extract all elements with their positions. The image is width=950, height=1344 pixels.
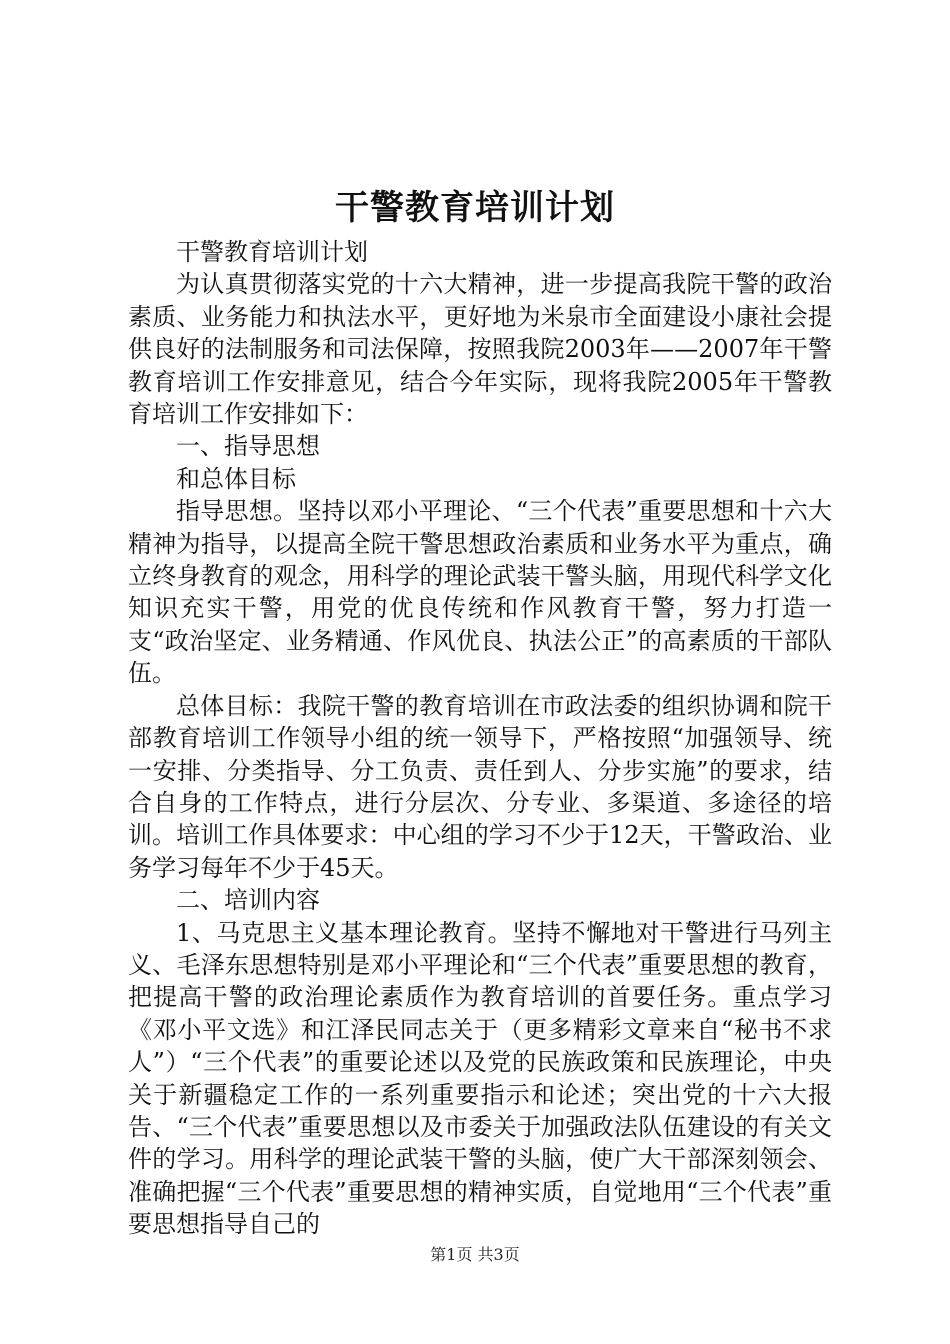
paragraph-subtitle: 干警教育培训计划 [176, 238, 368, 266]
section-heading-training-content: 二、培训内容 [176, 886, 320, 915]
document-title: 干警教育培训计划 [335, 188, 615, 228]
page-footer: 第1页 共3页 [430, 1245, 520, 1264]
paragraph-intro: 为认真贯彻落实党的十六大精神，进一步提高我院干警的政治素质、业务能力和执法水平，更好地为米泉市全面建设小康社会提供良好的法制服务和司法保障，按照我院2003年——2007年干警教育培训工作安排意见，结合今年实际，现将我院2005年干警教育培训工作安排如下： [128, 270, 832, 429]
paragraph-guiding-ideology: 指导思想。坚持以邓小平理论、“三个代表”重要思想和十六大精神为指导，以提高全院干警思想政治素质和业务水平为重点，确立终身教育的观念，用科学的理论武装干警头脑，用现代科学文化知识充实干警，用党的优良传统和作风教育干警，努力打造一支“政治坚定、业务精通、作风优良、执法公正”的高素质的干部队伍。 [128, 497, 832, 688]
section-heading-guiding-ideology: 一、指导思想 [176, 432, 320, 461]
paragraph-overall-goal: 总体目标：我院干警的教育培训在市政法委的组织协调和院干部教育培训工作领导小组的统一领导下，严格按照“加强领导、统一安排、分类指导、分工负责、责任到人、分步实施”的要求，结合自身的工作特点，进行分层次、分专业、多渠道、多途径的培训。培训工作具体要求：中心组的学习不少于12天，干警政治、业务学习每年不少于45天。 [128, 691, 832, 882]
section-heading-overall-goal: 和总体目标 [176, 464, 296, 493]
paragraph-marxism-education: 1、马克思主义基本理论教育。坚持不懈地对干警进行马列主义、毛泽东思想特别是邓小平理论和“三个代表”重要思想的教育，把提高干警的政治理论素质作为教育培训的首要任务。重点学习《邓小平文选》和江泽民同志关于（更多精彩文章来自“秘书不求人”）“三个代表”的重要论述以及党的民族政策和民族理论，中央关于新疆稳定工作的一系列重要指示和论述；突出党的十六大报告、“三个代表”重要思想以及市委关于加强政法队伍建设的有关文件的学习。用科学的理论武装干警的头脑，使广大干部深刻领会、准确把握“三个代表”重要思想的精神实质，自觉地用“三个代表”重要思想指导自己的 [128, 918, 832, 1239]
document-body [128, 236, 832, 1241]
